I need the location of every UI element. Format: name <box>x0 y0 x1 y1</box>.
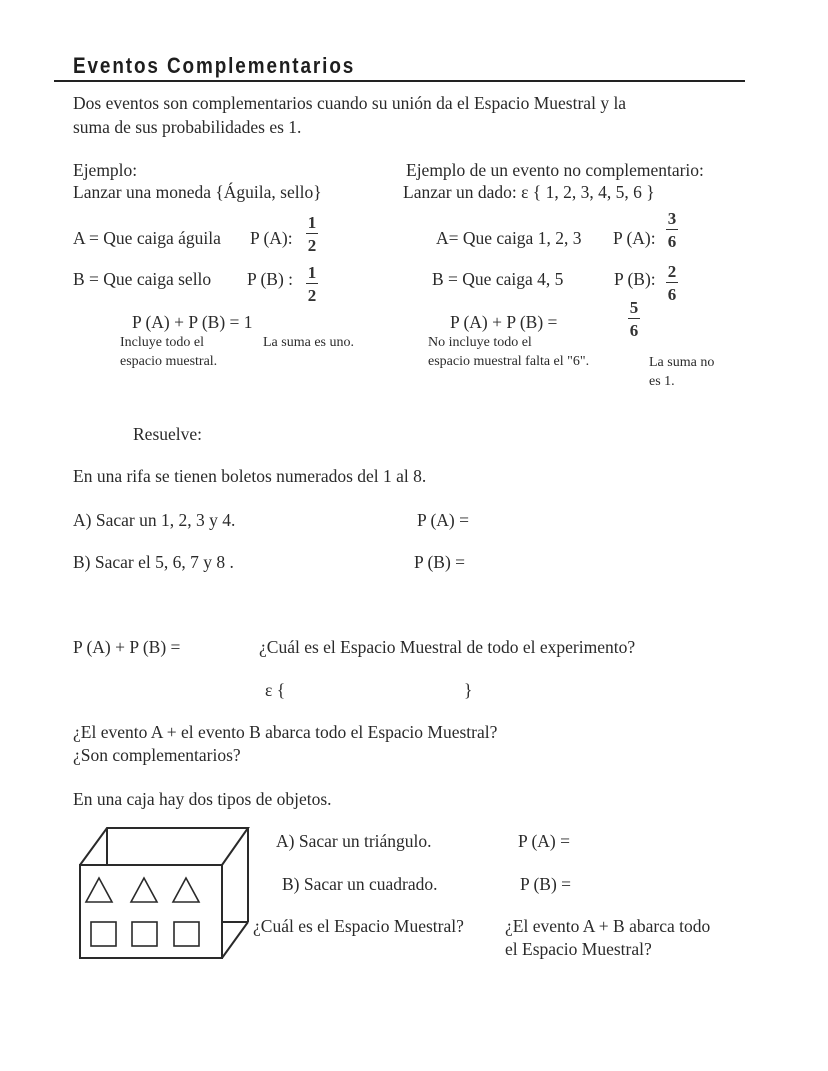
note-not-includes-line-2: espacio muestral falta el "6". <box>428 354 590 369</box>
item-a: A) Sacar un triángulo. <box>276 831 432 851</box>
page-title: Eventos Complementarios <box>73 53 356 78</box>
exercise-statement: En una caja hay dos tipos de objetos. <box>73 789 332 809</box>
denominator: 2 <box>307 286 317 305</box>
note-not-includes-line-1: No incluye todo el <box>428 335 532 350</box>
question-complementary: ¿Son complementarios? <box>73 745 241 765</box>
question-cover-line-1: ¿El evento A + B abarca todo <box>505 916 711 936</box>
triangle-icon <box>86 878 112 902</box>
item-b-probability: P (B) = <box>520 874 572 894</box>
question-sample-space: ¿Cuál es el Espacio Muestral de todo el experimento? <box>259 637 636 657</box>
event-b-definition: B = Que caiga sello <box>73 269 212 289</box>
denominator: 2 <box>307 236 317 255</box>
note-sum-not-one-line-2: es 1. <box>649 374 675 389</box>
triangle-icon <box>173 878 199 902</box>
question-cover: ¿El evento A + el evento B abarca todo el Espacio Muestral? <box>73 722 498 742</box>
numerator: 1 <box>307 213 317 232</box>
event-a-definition: A= Que caiga 1, 2, 3 <box>436 228 582 248</box>
square-icon <box>91 922 116 946</box>
event-b-definition: B = Que caiga 4, 5 <box>432 269 564 289</box>
sum-equation: P (A) + P (B) = <box>450 312 558 332</box>
p-a-label: P (A): <box>613 228 656 248</box>
denominator: 6 <box>667 232 677 251</box>
sample-space-open: ε { <box>265 680 286 700</box>
item-b: B) Sacar el 5, 6, 7 y 8 . <box>73 552 234 572</box>
denominator: 6 <box>667 285 677 304</box>
sum-equation: P (A) + P (B) = 1 <box>132 312 253 332</box>
intro-line-1: Dos eventos son complementarios cuando su unión da el Espacio Muestral y la <box>73 93 627 113</box>
example-experiment: Lanzar una moneda {Águila, sello} <box>73 182 322 202</box>
item-b: B) Sacar un cuadrado. <box>282 874 438 894</box>
item-a-probability: P (A) = <box>417 510 469 530</box>
item-b-probability: P (B) = <box>414 552 466 572</box>
note-includes-line-2: espacio muestral. <box>120 354 218 369</box>
triangle-shapes <box>86 878 199 902</box>
note-sum-not-one-line-1: La suma no <box>649 355 715 370</box>
sum-equation: P (A) + P (B) = <box>73 637 181 657</box>
denominator: 6 <box>629 321 639 340</box>
square-icon <box>132 922 157 946</box>
p-a-label: P (A): <box>250 228 293 248</box>
numerator: 3 <box>667 209 677 228</box>
question-sample-space: ¿Cuál es el Espacio Muestral? <box>253 916 464 936</box>
example-heading: Ejemplo de un evento no complementario: <box>406 160 704 180</box>
example-heading: Ejemplo: <box>73 160 138 180</box>
question-cover-line-2: el Espacio Muestral? <box>505 939 652 959</box>
event-a-definition: A = Que caiga águila <box>73 228 221 248</box>
note-includes-line-1: Incluye todo el <box>120 335 204 350</box>
square-icon <box>174 922 199 946</box>
exercise-heading: Resuelve: <box>133 424 203 444</box>
note-sum-one: La suma es uno. <box>263 335 354 350</box>
exercise-statement: En una rifa se tienen boletos numerados del 1 al 8. <box>73 466 427 486</box>
square-shapes <box>91 922 199 946</box>
triangle-icon <box>131 878 157 902</box>
numerator: 2 <box>667 262 677 281</box>
p-b-label: P (B) : <box>247 269 294 289</box>
item-a-probability: P (A) = <box>518 831 570 851</box>
numerator: 1 <box>307 263 317 282</box>
intro-line-2: suma de sus probabilidades es 1. <box>73 117 302 137</box>
numerator: 5 <box>629 298 639 317</box>
item-a: A) Sacar un 1, 2, 3 y 4. <box>73 510 236 530</box>
example-experiment: Lanzar un dado: ε { 1, 2, 3, 4, 5, 6 } <box>403 182 655 202</box>
p-b-label: P (B): <box>614 269 656 289</box>
sample-space-close: } <box>464 680 473 700</box>
